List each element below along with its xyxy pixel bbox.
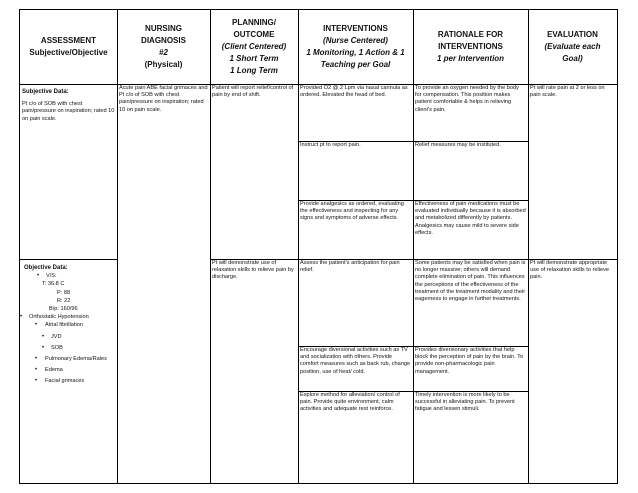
short-term-goal: Patient will report relief/control of pain by end of shift. bbox=[212, 85, 294, 99]
nursing-diagnosis-cell bbox=[117, 84, 210, 144]
bullet-icon: • bbox=[35, 322, 38, 329]
subjective-text: Pt c/o of SOB with chest pain/pressure on inspiration; rated 10 on pain scale. bbox=[22, 101, 115, 122]
rationale-text: Provides diversionary activities that help block the perception of pain by the brain. To provide non-pharmacologic pain management. bbox=[415, 347, 524, 375]
header-rationale bbox=[413, 10, 528, 84]
header-line: (Nurse Centered) bbox=[323, 36, 388, 45]
bullet-icon: • bbox=[20, 314, 23, 321]
intervention-cell bbox=[298, 346, 413, 390]
evaluation-long-term: Pt will demonstrate appropriate use of relaxation skills to relieve pain. bbox=[530, 260, 609, 281]
header-line: 1 per Intervention bbox=[436, 54, 505, 63]
row-divider bbox=[20, 259, 118, 260]
header-line: (Client Centered) bbox=[221, 42, 287, 51]
list-item: • Orthostatic Hypotension bbox=[20, 314, 89, 321]
rationale-text: Relief measures may be instituted. bbox=[415, 142, 501, 148]
list-item: R: 22 bbox=[57, 297, 71, 304]
header-interventions bbox=[298, 10, 413, 84]
rationale-cell bbox=[413, 391, 528, 441]
rationale-text: Some patients may be satisfied when pain is no longer massive; others will demand complete elimination of pain. This influences the perceptions of the effectiveness of the treatment of the treatment modality and their eagerness to engage in further treatments. bbox=[415, 260, 526, 303]
header-line: PLANNING/ bbox=[231, 18, 276, 27]
bullet-icon: • bbox=[35, 356, 38, 363]
header-line: DIAGNOSIS bbox=[141, 36, 186, 45]
rationale-cell bbox=[413, 141, 528, 199]
header-line: #2 bbox=[159, 48, 168, 57]
intervention-text: Instruct pt to report pain. bbox=[300, 142, 361, 148]
list-item: • Edema bbox=[35, 367, 63, 374]
intervention-text: Encourage diversional activities such as TV and socialization with others. Provide comfort measures such as back rub, change position, use of heat/ cold. bbox=[300, 347, 411, 375]
rationale-cell bbox=[413, 200, 528, 258]
evaluation-long-term-cell bbox=[528, 259, 617, 299]
rationale-text: Timely intervention is more likely to be successful in alleviating pain. To prevent fatigue and lessen stimuli. bbox=[415, 392, 515, 413]
header-nursing-diagnosis bbox=[117, 10, 210, 84]
list-item: • V/S: bbox=[37, 273, 57, 280]
header-planning bbox=[210, 10, 298, 84]
header-line: INTERVENTIONS bbox=[323, 24, 388, 33]
conditions-list bbox=[20, 313, 115, 385]
bullet-icon: • bbox=[37, 273, 40, 280]
intervention-cell bbox=[298, 391, 413, 441]
list-item: • SOB bbox=[42, 344, 63, 351]
header-line: (Physical) bbox=[144, 60, 183, 69]
bullet-icon: • bbox=[35, 367, 38, 374]
list-item: • JVD bbox=[42, 333, 62, 340]
header-line: INTERVENTIONS bbox=[438, 42, 503, 51]
intervention-cell bbox=[298, 200, 413, 258]
rationale-text: To provide an oxygen needed by the body for compensation. This position makes patient comfortable & helps in relieving client's pain. bbox=[415, 85, 519, 113]
header-line: ASSESSMENT bbox=[40, 36, 97, 45]
rationale-cell bbox=[413, 346, 528, 390]
long-term-goal-cell bbox=[210, 259, 298, 299]
bullet-icon: • bbox=[42, 344, 45, 351]
subjective-label: Subjective Data: bbox=[22, 89, 69, 95]
header-line: OUTCOME bbox=[233, 30, 275, 39]
intervention-cell bbox=[298, 84, 413, 140]
vitals-list bbox=[20, 272, 115, 313]
header-line: 1 Long Term bbox=[230, 66, 278, 75]
short-term-goal-cell bbox=[210, 84, 298, 124]
header-line: 1 Monitoring, 1 Action & 1 bbox=[306, 48, 405, 57]
intervention-text: Explore method for alleviation/ control of pain. Provide quite environment, calm activities and adequate rest reinforce. bbox=[300, 392, 400, 413]
subjective-data-cell bbox=[20, 88, 117, 258]
list-item: • Pulmonary Edema/Rales bbox=[35, 356, 107, 363]
header-line: RATIONALE FOR bbox=[437, 30, 504, 39]
header-line: Goal) bbox=[562, 54, 583, 63]
rationale-cell bbox=[413, 259, 528, 345]
care-plan-table bbox=[19, 9, 618, 484]
header-line: Teaching per Goal bbox=[320, 60, 391, 69]
bullet-icon: • bbox=[35, 378, 38, 385]
list-item: T: 36.8 C bbox=[42, 281, 65, 288]
list-item: • Atrial fibrillation bbox=[35, 322, 83, 329]
list-item: • Facial grimaces bbox=[35, 378, 85, 385]
bullet-icon: • bbox=[42, 333, 45, 340]
header-evaluation bbox=[528, 10, 617, 84]
objective-data-cell bbox=[20, 264, 117, 482]
header-line: NURSING bbox=[145, 24, 182, 33]
list-item: P: 88 bbox=[57, 289, 71, 296]
diagnosis-text: Acute pain ABE facial grimaces and Pt c/o of SOB with chest pain/pressure on inspiration; rated 10 on pain scale. bbox=[119, 85, 208, 113]
intervention-text: Assess the patient's anticipation for pain relief. bbox=[300, 260, 400, 274]
long-term-goal: Pt will demonstrate use of relaxation skills to relieve pain by discharge. bbox=[212, 260, 294, 281]
header-line: 1 Short Term bbox=[229, 54, 279, 63]
list-item: B/p: 160/96 bbox=[49, 306, 78, 313]
intervention-text: Provide analgesics as ordered, evaluating the effectiveness and inspecting for any signs and symptoms of adverse effects. bbox=[300, 201, 404, 222]
intervention-cell bbox=[298, 259, 413, 345]
rationale-cell bbox=[413, 84, 528, 140]
header-assessment bbox=[20, 10, 117, 84]
header-line: EVALUATION bbox=[547, 30, 598, 39]
header-line: Subjective/Objective bbox=[29, 48, 108, 57]
rationale-text: Effectiveness of pain medications must be evaluated individually because it is absorbed and metabolized differently by patients. Analgesics may cause mild to severe side effects. bbox=[415, 201, 526, 236]
intervention-text: Provided O2 @ 2 Lpm via nasal cannula as ordered. Elevated the head of bed. bbox=[300, 85, 408, 99]
objective-label: Objective Data: bbox=[24, 265, 68, 271]
evaluation-short-term: Pt will rate pain at 2 or less on pain scale. bbox=[530, 85, 605, 99]
evaluation-short-term-cell bbox=[528, 84, 617, 124]
intervention-cell bbox=[298, 141, 413, 199]
header-line: (Evaluate each bbox=[544, 42, 601, 51]
